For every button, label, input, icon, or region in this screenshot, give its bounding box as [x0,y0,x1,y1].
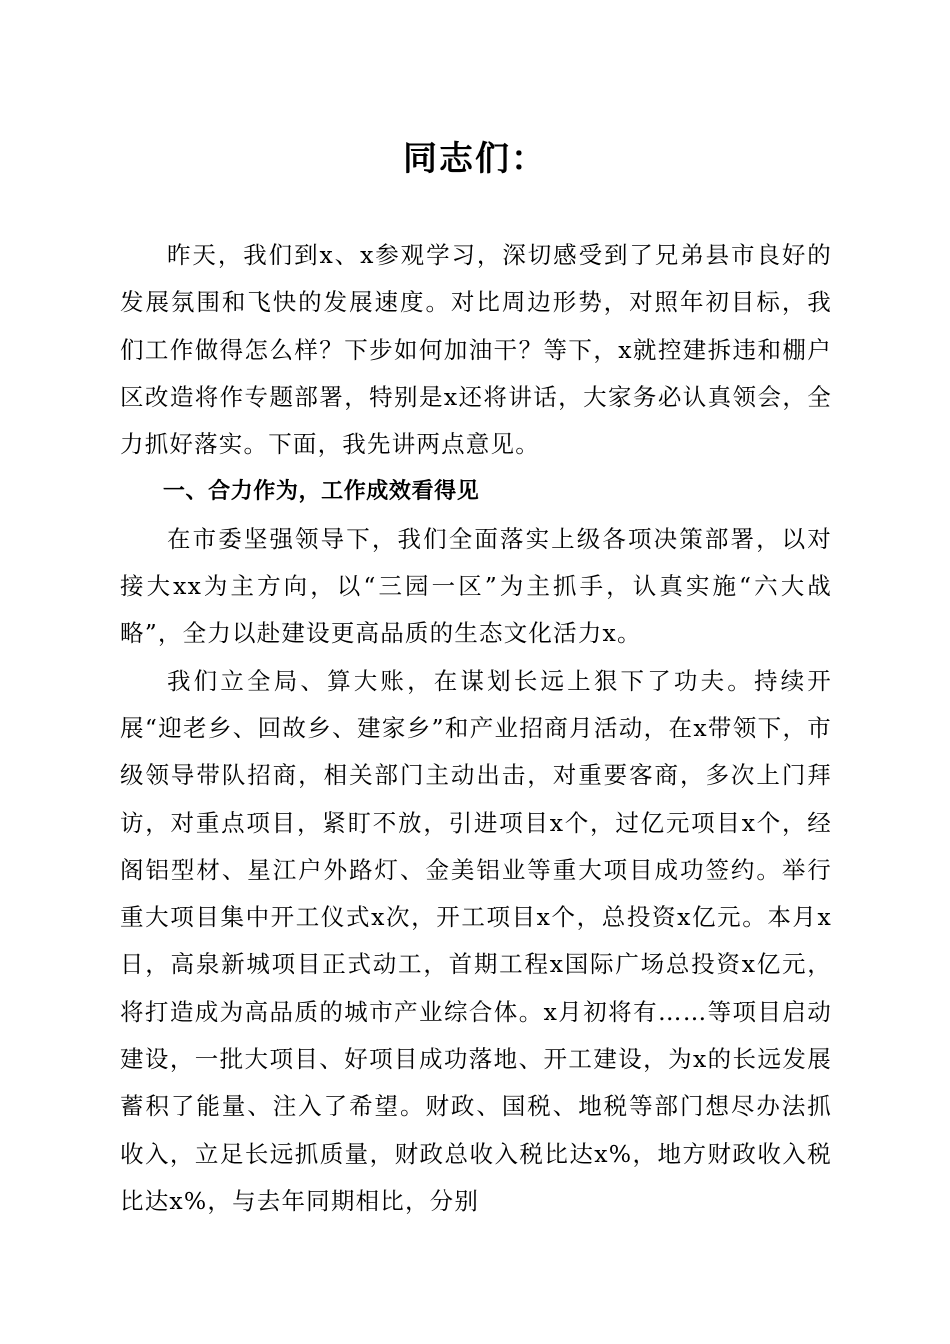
document-title: 同志们： [403,139,547,179]
section-paragraph-2: 我们立全局、算大账，在谋划长远上狠下了功夫。持续开展“迎老乡、回故乡、建家乡”和产业招商月活动，在x带领下，市级领导带队招商，相关部门主动出击，对重要客商，多次上门拜访，对重点项目，紧盯不放，引进项目x个，过亿元项目x个，经阁铝型材、星江户外路灯、金美铝业等重大项目成功签约。举行重大项目集中开工仪式x次，开工项目x个，总投资x亿元。本月x日，高泉新城项目正式动工，首期工程x国际广场总投资x亿元，将打造成为高品质的城市产业综合体。x月初将有……等项目启动建设，一批大项目、好项目成功落地、开工建设，为x的长远发展蓄积了能量、注入了希望。财政、国税、地税等部门想尽办法抓收入，立足长远抓质量，财政总收入税比达x%，地方财政收入税比达x%，与去年同期相比，分别 [120,666,832,1215]
section-paragraph-1: 在市委坚强领导下，我们全面落实上级各项决策部署，以对接大xx为主方向，以“三园一区”为主抓手，认真实施“六大战略”，全力以赴建设更高品质的生态文化活力x。 [120,524,832,648]
opening-paragraph: 昨天，我们到x、x参观学习，深切感受到了兄弟县市良好的发展氛围和飞快的发展速度。对比周边形势，对照年初目标，我们工作做得怎么样？下步如何加油干？等下，x就控建拆违和棚户区改造将作专题部署，特别是x还将讲话，大家务必认真领会，全力抓好落实。下面，我先讲两点意见。 [120,241,832,459]
document-body [120,232,832,1225]
section-heading: 一、合力作为，工作成效看得见 [162,479,480,505]
